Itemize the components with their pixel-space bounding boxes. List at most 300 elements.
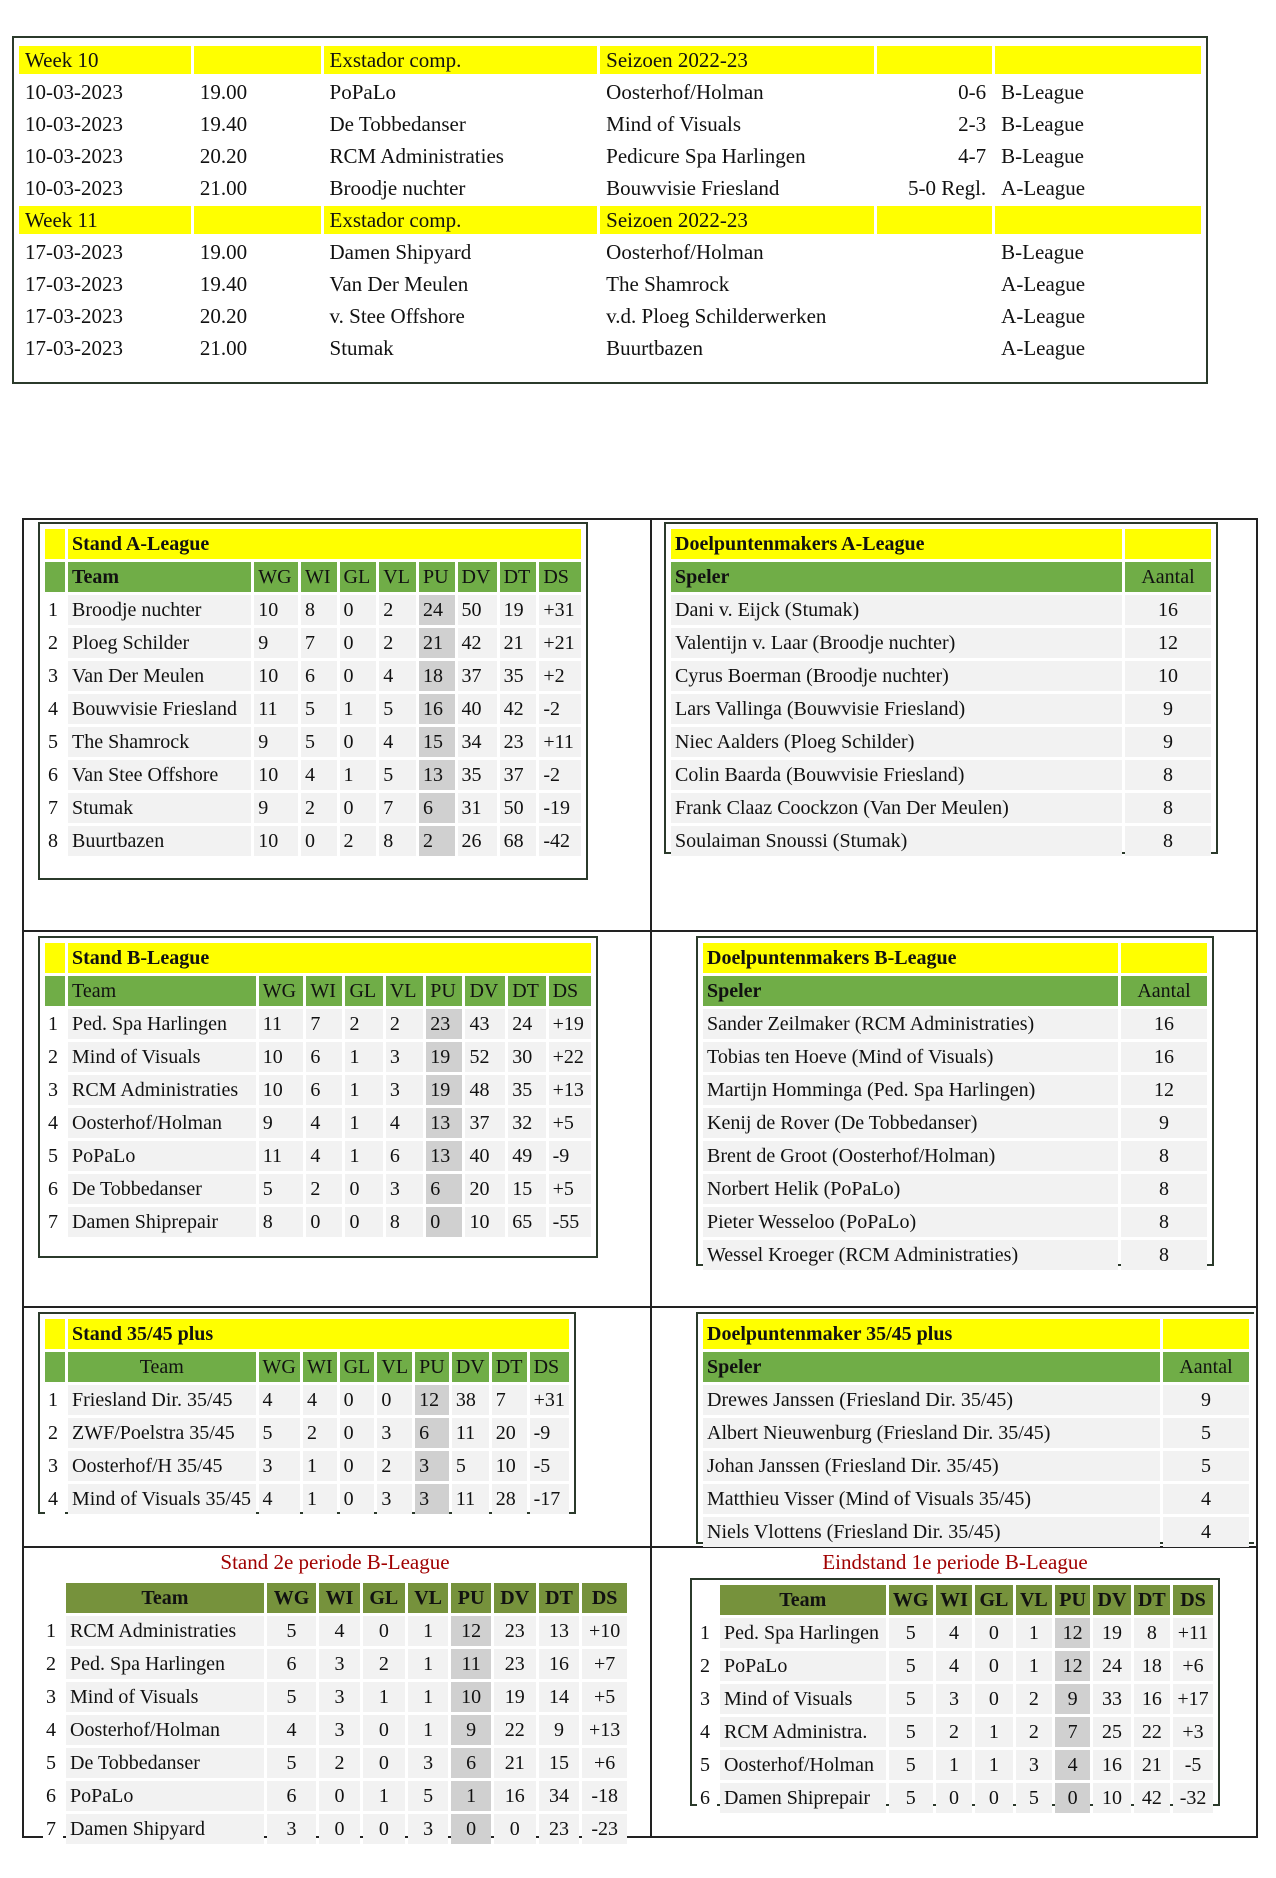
rank: 7	[45, 793, 65, 823]
table-title-row	[45, 943, 591, 973]
stat-cell: 19	[426, 1075, 462, 1105]
stat-cell: 0	[494, 1814, 536, 1844]
goal-count: 5	[1163, 1418, 1249, 1448]
stat-cell: 4	[319, 1616, 360, 1646]
goal-count: 5	[1163, 1451, 1249, 1481]
stat-cell: 40	[458, 694, 497, 724]
team-name: Bouwvisie Friesland	[68, 694, 251, 724]
table-title: Doelpuntenmakers A-League	[671, 529, 1122, 559]
table-row	[45, 1108, 591, 1138]
match-cell: v.d. Ploeg Schilderwerken	[606, 303, 827, 328]
match-cell: Van Der Meulen	[329, 271, 469, 296]
stat-cell: 7	[1055, 1717, 1090, 1747]
table-row	[703, 1451, 1249, 1481]
rank: 4	[45, 1108, 65, 1138]
player-name: Niec Aalders (Ploeg Schilder)	[671, 727, 1122, 757]
table-row	[671, 661, 1211, 691]
table-row	[43, 1781, 627, 1811]
stat-cell: 10	[259, 1075, 304, 1105]
column-header: PU	[426, 976, 462, 1006]
stat-cell: 34	[539, 1781, 580, 1811]
stat-cell: 1	[1016, 1651, 1052, 1681]
stat-cell: 6	[267, 1781, 316, 1811]
stat-cell: 19	[500, 595, 537, 625]
rank: 1	[45, 1009, 65, 1039]
goal-count: 8	[1121, 1141, 1207, 1171]
stat-cell: 2	[386, 1009, 423, 1039]
stat-cell: 0	[340, 1451, 375, 1481]
stat-cell: +2	[539, 661, 581, 691]
header-row	[45, 1352, 569, 1382]
stat-cell: 4	[936, 1651, 972, 1681]
stat-cell: 3	[386, 1042, 423, 1072]
player-name: Sander Zeilmaker (RCM Administraties)	[703, 1009, 1118, 1039]
match-cell: Buurtbazen	[606, 335, 703, 360]
rank: 2	[45, 628, 65, 658]
stat-cell: +10	[582, 1616, 627, 1646]
grid-divider-1	[22, 930, 1258, 932]
column-header: DT	[500, 562, 537, 592]
table-title: Stand 35/45 plus	[68, 1319, 569, 1349]
rank: 3	[45, 661, 65, 691]
stat-cell: 3	[259, 1451, 300, 1481]
match-cell: 17-03-2023	[25, 271, 123, 296]
stat-cell: 28	[492, 1484, 527, 1514]
table-row	[697, 1618, 1213, 1648]
stat-cell: 0	[340, 793, 377, 823]
stat-cell: 2	[377, 1451, 412, 1481]
stat-cell: -42	[539, 826, 581, 856]
column-header: DS	[539, 562, 581, 592]
rank: 4	[45, 694, 65, 724]
column-header: DV	[465, 976, 505, 1006]
column-header: GL	[340, 1352, 375, 1382]
stat-cell: +31	[530, 1385, 569, 1415]
stat-cell: 0	[377, 1385, 412, 1415]
goal-count: 9	[1125, 694, 1211, 724]
rank: 5	[697, 1750, 717, 1780]
period1-caption: Eindstand 1e periode B-League	[822, 1550, 1088, 1574]
stat-cell: 1	[363, 1682, 405, 1712]
stat-cell: 10	[465, 1207, 505, 1237]
goal-count: 10	[1125, 661, 1211, 691]
standings-35-45-table	[42, 1316, 572, 1517]
stat-cell: 2	[1016, 1717, 1052, 1747]
table-row	[45, 826, 581, 856]
stat-cell: -5	[1173, 1750, 1213, 1780]
goal-count: 8	[1125, 793, 1211, 823]
table-row	[45, 1484, 569, 1514]
stat-cell: 23	[494, 1649, 536, 1679]
title-spacer	[45, 943, 65, 973]
table-row	[697, 1651, 1213, 1681]
team-name: Van Der Meulen	[68, 661, 251, 691]
rank: 2	[697, 1651, 717, 1681]
match-cell: Mind of Visuals	[606, 111, 742, 136]
stat-cell: 21	[1134, 1750, 1170, 1780]
header-row	[45, 976, 591, 1006]
header-spacer	[45, 562, 65, 592]
stat-cell: 4	[386, 1108, 423, 1138]
player-name: Matthieu Visser (Mind of Visuals 35/45)	[703, 1484, 1160, 1514]
match-cell: De Tobbedanser	[329, 111, 466, 136]
scorers-35-45	[696, 1312, 1254, 1544]
scorers-b-league	[696, 936, 1214, 1266]
match-cell: Damen Shipyard	[329, 239, 472, 264]
stat-cell: 5	[889, 1651, 933, 1681]
stat-cell: 0	[1055, 1783, 1090, 1813]
table-row	[45, 1418, 569, 1448]
period2-caption: Stand 2e periode B-League	[220, 1550, 450, 1574]
stat-cell: 12	[451, 1616, 490, 1646]
match-cell: The Shamrock	[606, 271, 730, 296]
stat-cell: 3	[408, 1748, 449, 1778]
team-name: Buurtbazen	[68, 826, 251, 856]
match-cell: 17-03-2023	[25, 303, 123, 328]
stat-cell: 8	[301, 595, 337, 625]
stat-cell: 42	[1134, 1783, 1170, 1813]
column-header: DT	[492, 1352, 527, 1382]
table-row	[703, 1108, 1207, 1138]
table-title: Stand A-League	[68, 529, 581, 559]
table-row	[703, 1174, 1207, 1204]
team-name: Oosterhof/H 35/45	[68, 1451, 256, 1481]
column-header: WG	[254, 562, 298, 592]
stat-cell: +6	[582, 1748, 627, 1778]
table-row	[697, 1783, 1213, 1813]
goal-count: 16	[1121, 1042, 1207, 1072]
rank: 2	[45, 1418, 65, 1448]
team-name: The Shamrock	[68, 727, 251, 757]
rank: 2	[43, 1649, 63, 1679]
header-row	[43, 1583, 627, 1613]
stat-cell: -9	[530, 1418, 569, 1448]
goal-count: 4	[1163, 1484, 1249, 1514]
stat-cell: 37	[458, 661, 497, 691]
stat-cell: 1	[936, 1750, 972, 1780]
stat-cell: 3	[415, 1484, 449, 1514]
stat-cell: 49	[508, 1141, 545, 1171]
player-name: Soulaiman Snoussi (Stumak)	[671, 826, 1122, 856]
header-row	[703, 976, 1207, 1006]
stat-cell: 1	[345, 1075, 382, 1105]
stat-cell: -23	[582, 1814, 627, 1844]
stat-cell: 15	[419, 727, 455, 757]
stat-cell: 4	[267, 1715, 316, 1745]
stat-cell: 0	[340, 727, 377, 757]
stat-cell: 3	[415, 1451, 449, 1481]
team-name: Damen Shipyard	[66, 1814, 264, 1844]
stat-cell: 2	[303, 1418, 337, 1448]
column-header: Team	[68, 1352, 256, 1382]
stat-cell: 12	[1055, 1651, 1090, 1681]
column-header: DV	[458, 562, 497, 592]
column-header: WI	[936, 1585, 972, 1615]
stat-cell: 4	[303, 1385, 337, 1415]
week-header-cell: Week 11	[19, 206, 191, 234]
column-header: PU	[415, 1352, 449, 1382]
team-name: PoPaLo	[66, 1781, 264, 1811]
match-cell: A-League	[1001, 335, 1086, 360]
stat-cell: 52	[465, 1042, 505, 1072]
stat-cell: 11	[259, 1141, 304, 1171]
player-name: Wessel Kroeger (RCM Administraties)	[703, 1240, 1118, 1270]
column-header: GL	[340, 562, 377, 592]
goal-count: 8	[1125, 760, 1211, 790]
stat-cell: 33	[1093, 1684, 1130, 1714]
week-header-cell	[877, 46, 992, 74]
column-header: DS	[1173, 1585, 1213, 1615]
column-header: DS	[530, 1352, 569, 1382]
goal-count: 8	[1121, 1240, 1207, 1270]
match-row	[19, 302, 1201, 330]
column-header: DS	[582, 1583, 627, 1613]
stat-cell: 5	[267, 1616, 316, 1646]
table-row	[703, 1517, 1249, 1547]
stat-cell: 11	[452, 1484, 489, 1514]
stat-cell: 15	[508, 1174, 545, 1204]
stat-cell: 0	[451, 1814, 490, 1844]
stat-cell: 32	[508, 1108, 545, 1138]
stat-cell: 38	[452, 1385, 489, 1415]
table-title: Doelpuntenmakers B-League	[703, 943, 1118, 973]
header-spacer	[45, 976, 65, 1006]
rank: 4	[697, 1717, 717, 1747]
standings-b-league	[38, 936, 598, 1258]
column-header: GL	[975, 1585, 1012, 1615]
scorers-b-table	[700, 940, 1210, 1273]
stat-cell: 5	[452, 1451, 489, 1481]
team-name: PoPaLo	[68, 1141, 256, 1171]
stat-cell: 5	[267, 1682, 316, 1712]
stat-cell: -2	[539, 760, 581, 790]
stat-cell: 48	[465, 1075, 505, 1105]
table-row	[703, 1240, 1207, 1270]
stat-cell: 2	[379, 595, 416, 625]
rank: 2	[45, 1042, 65, 1072]
header-spacer	[45, 1352, 65, 1382]
rank: 3	[697, 1684, 717, 1714]
stat-cell: 16	[539, 1649, 580, 1679]
stat-cell: 10	[492, 1451, 527, 1481]
match-cell: 20.20	[199, 143, 248, 168]
match-cell: 10-03-2023	[25, 143, 123, 168]
team-name: Ped. Spa Harlingen	[68, 1009, 256, 1039]
week-header-row	[19, 46, 1201, 74]
table-title-row	[45, 1319, 569, 1349]
column-header: WG	[259, 1352, 300, 1382]
stat-cell: 1	[345, 1141, 382, 1171]
stat-cell: 0	[340, 628, 377, 658]
stat-cell: 1	[451, 1781, 490, 1811]
stat-cell: 30	[508, 1042, 545, 1072]
match-cell: 19.00	[199, 79, 248, 104]
stat-cell: 40	[465, 1141, 505, 1171]
stat-cell: 1	[408, 1616, 449, 1646]
table-row	[43, 1715, 627, 1745]
header-spacer	[697, 1585, 717, 1615]
table-row	[671, 595, 1211, 625]
rank: 4	[45, 1484, 65, 1514]
stat-cell: 0	[340, 595, 377, 625]
stat-cell: 10	[1093, 1783, 1130, 1813]
stat-cell: 5	[889, 1684, 933, 1714]
stat-cell: 0	[340, 1418, 375, 1448]
stat-cell: 3	[936, 1684, 972, 1714]
table-row	[43, 1814, 627, 1844]
stat-cell: 6	[267, 1649, 316, 1679]
column-header: PU	[419, 562, 455, 592]
stat-cell: 50	[458, 595, 497, 625]
stat-cell: 0	[975, 1783, 1012, 1813]
stat-cell: 5	[259, 1418, 300, 1448]
stat-cell: 7	[301, 628, 337, 658]
stat-cell: 25	[1093, 1717, 1130, 1747]
team-name: Oosterhof/Holman	[720, 1750, 886, 1780]
stat-cell: 1	[303, 1451, 337, 1481]
stat-cell: 0	[340, 1484, 375, 1514]
stat-cell: 4	[259, 1385, 300, 1415]
stat-cell: 6	[451, 1748, 490, 1778]
stat-cell: 22	[1134, 1717, 1170, 1747]
table-title-row	[45, 529, 581, 559]
stat-cell: +7	[582, 1649, 627, 1679]
stat-cell: 0	[426, 1207, 462, 1237]
table-title: Doelpuntenmaker 35/45 plus	[703, 1319, 1160, 1349]
stat-cell: +3	[1173, 1717, 1213, 1747]
team-name: Mind of Visuals	[720, 1684, 886, 1714]
stat-cell: 20	[492, 1418, 527, 1448]
rank: 6	[697, 1783, 717, 1813]
stat-cell: 42	[458, 628, 497, 658]
stat-cell: 2	[340, 826, 377, 856]
goal-count: 9	[1125, 727, 1211, 757]
column-header: VL	[377, 1352, 412, 1382]
stat-cell: 0	[363, 1616, 405, 1646]
stat-cell: -18	[582, 1781, 627, 1811]
stat-cell: 0	[340, 1385, 375, 1415]
stat-cell: 4	[379, 727, 416, 757]
stat-cell: -19	[539, 793, 581, 823]
stat-cell: 42	[500, 694, 537, 724]
match-row	[19, 238, 1201, 266]
stat-cell: 1	[1016, 1618, 1052, 1648]
table-row	[697, 1717, 1213, 1747]
stat-cell: 4	[1055, 1750, 1090, 1780]
match-cell: Bouwvisie Friesland	[606, 175, 780, 200]
stat-cell: 1	[340, 760, 377, 790]
stat-cell: 68	[500, 826, 537, 856]
stat-cell: 9	[259, 1108, 304, 1138]
stat-cell: 16	[494, 1781, 536, 1811]
stat-cell: +21	[539, 628, 581, 658]
stat-cell: 50	[500, 793, 537, 823]
table-row	[45, 1385, 569, 1415]
table-row	[43, 1649, 627, 1679]
rank: 7	[45, 1207, 65, 1237]
player-name: Martijn Homminga (Ped. Spa Harlingen)	[703, 1075, 1118, 1105]
match-cell: 19.40	[199, 111, 248, 136]
table-row	[671, 760, 1211, 790]
match-cell: 17-03-2023	[25, 239, 123, 264]
table-row	[671, 694, 1211, 724]
goal-count: 16	[1125, 595, 1211, 625]
player-name: Tobias ten Hoeve (Mind of Visuals)	[703, 1042, 1118, 1072]
stat-cell: 24	[508, 1009, 545, 1039]
match-cell: PoPaLo	[329, 79, 397, 104]
rank: 6	[45, 760, 65, 790]
title-spacer	[45, 1319, 65, 1349]
stat-cell: 18	[1134, 1651, 1170, 1681]
player-name: Kenij de Rover (De Tobbedanser)	[703, 1108, 1118, 1138]
rank: 1	[43, 1616, 63, 1646]
stat-cell: 4	[379, 661, 416, 691]
stat-cell: 26	[458, 826, 497, 856]
match-cell: B-League	[1001, 143, 1084, 168]
stat-cell: 37	[500, 760, 537, 790]
stat-cell: -5	[530, 1451, 569, 1481]
stat-cell: 10	[451, 1682, 490, 1712]
team-name: Ped. Spa Harlingen	[720, 1618, 886, 1648]
stat-cell: -2	[539, 694, 581, 724]
goal-count: 12	[1125, 628, 1211, 658]
stat-cell: 11	[451, 1649, 490, 1679]
stat-cell: 11	[254, 694, 298, 724]
match-cell: B-League	[1001, 111, 1084, 136]
stat-cell: 6	[301, 661, 337, 691]
column-header: Team	[720, 1585, 886, 1615]
stat-cell: +11	[539, 727, 581, 757]
table-row	[703, 1075, 1207, 1105]
standings-period2	[38, 1578, 632, 1840]
stat-cell: 3	[377, 1418, 412, 1448]
standings-a-league	[38, 522, 588, 880]
rank: 3	[45, 1451, 65, 1481]
stat-cell: -32	[1173, 1783, 1213, 1813]
column-header: DT	[1134, 1585, 1170, 1615]
rank: 7	[43, 1814, 63, 1844]
stat-cell: 21	[500, 628, 537, 658]
stat-cell: 5	[889, 1618, 933, 1648]
goal-count: 4	[1163, 1517, 1249, 1547]
week-header-cell	[194, 206, 321, 234]
match-cell: 5-0 Regl.	[908, 175, 987, 200]
team-name: De Tobbedanser	[66, 1748, 264, 1778]
stat-cell: 6	[306, 1042, 342, 1072]
stat-cell: 2	[379, 628, 416, 658]
team-name: PoPaLo	[720, 1651, 886, 1681]
week-header-cell: Week 10	[19, 46, 191, 74]
stat-cell: +13	[582, 1715, 627, 1745]
stat-cell: 8	[379, 826, 416, 856]
stat-cell: +11	[1173, 1618, 1213, 1648]
column-header: WI	[306, 976, 342, 1006]
column-header: VL	[386, 976, 423, 1006]
match-cell: RCM Administraties	[329, 143, 504, 168]
stat-cell: 35	[458, 760, 497, 790]
week-header-cell	[877, 206, 992, 234]
rank: 1	[697, 1618, 717, 1648]
stat-cell: 37	[465, 1108, 505, 1138]
stat-cell: 13	[539, 1616, 580, 1646]
column-header: GL	[345, 976, 382, 1006]
column-header: Speler	[703, 976, 1118, 1006]
column-header: WI	[301, 562, 337, 592]
table-row	[45, 1009, 591, 1039]
player-name: Johan Janssen (Friesland Dir. 35/45)	[703, 1451, 1160, 1481]
player-name: Drewes Janssen (Friesland Dir. 35/45)	[703, 1385, 1160, 1415]
stat-cell: 11	[452, 1418, 489, 1448]
